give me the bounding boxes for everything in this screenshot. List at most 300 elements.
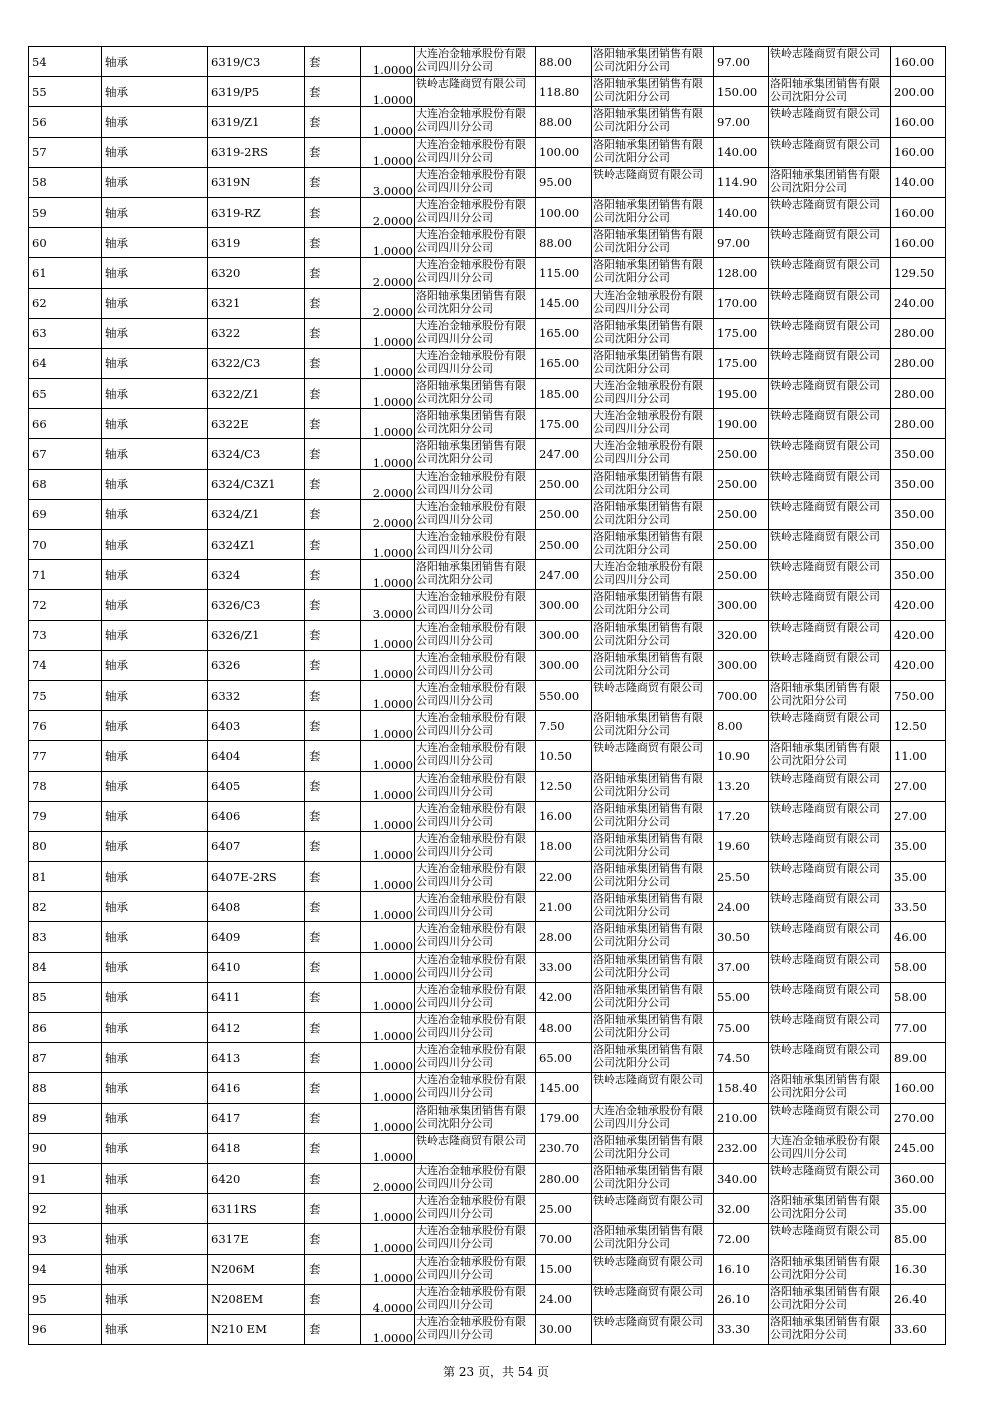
quantity: 1.0000 xyxy=(361,228,415,258)
table-row xyxy=(29,77,946,107)
table-row xyxy=(29,530,946,560)
supplier-2-name: 洛阳轴承集团销售有限公司沈阳分公司 xyxy=(592,952,714,982)
quantity: 1.0000 xyxy=(361,1073,415,1103)
model-number: 6322/C3 xyxy=(208,348,305,378)
row-number: 87 xyxy=(29,1043,102,1073)
quantity: 1.0000 xyxy=(361,1103,415,1133)
quantity: 1.0000 xyxy=(361,530,415,560)
supplier-2-name: 洛阳轴承集团销售有限公司沈阳分公司 xyxy=(592,801,714,831)
supplier-1-price: 16.00 xyxy=(536,801,592,831)
quantity: 1.0000 xyxy=(361,348,415,378)
row-number: 64 xyxy=(29,348,102,378)
table-row xyxy=(29,1043,946,1073)
quantity: 2.0000 xyxy=(361,499,415,529)
item-name: 轴承 xyxy=(102,288,208,318)
supplier-1-price: 250.00 xyxy=(536,499,592,529)
supplier-1-name: 洛阳轴承集团销售有限公司沈阳分公司 xyxy=(415,560,536,590)
supplier-2-price: 140.00 xyxy=(714,137,769,167)
supplier-2-price: 30.50 xyxy=(714,922,769,952)
supplier-3-name: 铁岭志隆商贸有限公司 xyxy=(769,711,891,741)
supplier-3-price: 35.00 xyxy=(891,862,946,892)
supplier-1-price: 247.00 xyxy=(536,560,592,590)
quantity: 1.0000 xyxy=(361,771,415,801)
row-number: 83 xyxy=(29,922,102,952)
quantity: 1.0000 xyxy=(361,318,415,348)
row-number: 84 xyxy=(29,952,102,982)
supplier-2-price: 17.20 xyxy=(714,801,769,831)
item-name: 轴承 xyxy=(102,499,208,529)
supplier-3-price: 200.00 xyxy=(891,77,946,107)
item-name: 轴承 xyxy=(102,1314,208,1344)
table-row xyxy=(29,1194,946,1224)
supplier-1-name: 大连冶金轴承股份有限公司四川分公司 xyxy=(415,892,536,922)
supplier-1-price: 118.80 xyxy=(536,77,592,107)
model-number: 6406 xyxy=(208,801,305,831)
quantity: 1.0000 xyxy=(361,560,415,590)
supplier-2-price: 140.00 xyxy=(714,197,769,227)
supplier-3-name: 铁岭志隆商贸有限公司 xyxy=(769,1163,891,1193)
supplier-1-price: 48.00 xyxy=(536,1013,592,1043)
unit: 套 xyxy=(305,499,361,529)
quantity: 1.0000 xyxy=(361,1314,415,1344)
row-number: 75 xyxy=(29,680,102,710)
supplier-2-price: 175.00 xyxy=(714,318,769,348)
model-number: N206M xyxy=(208,1254,305,1284)
supplier-1-price: 300.00 xyxy=(536,590,592,620)
unit: 套 xyxy=(305,318,361,348)
model-number: 6324 xyxy=(208,560,305,590)
supplier-1-name: 大连冶金轴承股份有限公司四川分公司 xyxy=(415,499,536,529)
model-number: 6311RS xyxy=(208,1194,305,1224)
supplier-1-name: 大连冶金轴承股份有限公司四川分公司 xyxy=(415,650,536,680)
row-number: 96 xyxy=(29,1314,102,1344)
supplier-1-price: 145.00 xyxy=(536,288,592,318)
table-row xyxy=(29,650,946,680)
supplier-3-price: 160.00 xyxy=(891,47,946,77)
item-name: 轴承 xyxy=(102,379,208,409)
quantity: 1.0000 xyxy=(361,77,415,107)
table-row xyxy=(29,680,946,710)
supplier-3-price: 420.00 xyxy=(891,650,946,680)
quantity: 1.0000 xyxy=(361,47,415,77)
unit: 套 xyxy=(305,620,361,650)
row-number: 82 xyxy=(29,892,102,922)
supplier-3-price: 35.00 xyxy=(891,831,946,861)
row-number: 92 xyxy=(29,1194,102,1224)
model-number: 6332 xyxy=(208,680,305,710)
quantity: 1.0000 xyxy=(361,741,415,771)
supplier-1-name: 大连冶金轴承股份有限公司四川分公司 xyxy=(415,137,536,167)
table-row xyxy=(29,288,946,318)
supplier-2-name: 洛阳轴承集团销售有限公司沈阳分公司 xyxy=(592,469,714,499)
supplier-2-price: 97.00 xyxy=(714,47,769,77)
row-number: 74 xyxy=(29,650,102,680)
item-name: 轴承 xyxy=(102,1194,208,1224)
supplier-3-name: 洛阳轴承集团销售有限公司沈阳分公司 xyxy=(769,1284,891,1314)
table-row xyxy=(29,952,946,982)
model-number: 6322/Z1 xyxy=(208,379,305,409)
supplier-3-name: 铁岭志隆商贸有限公司 xyxy=(769,590,891,620)
quantity: 4.0000 xyxy=(361,1284,415,1314)
table-row xyxy=(29,107,946,137)
supplier-3-price: 350.00 xyxy=(891,469,946,499)
table-row xyxy=(29,1224,946,1254)
table-row xyxy=(29,620,946,650)
supplier-1-name: 大连冶金轴承股份有限公司四川分公司 xyxy=(415,47,536,77)
supplier-1-name: 大连冶金轴承股份有限公司四川分公司 xyxy=(415,741,536,771)
item-name: 轴承 xyxy=(102,771,208,801)
supplier-1-price: 250.00 xyxy=(536,530,592,560)
model-number: 6403 xyxy=(208,711,305,741)
supplier-3-name: 铁岭志隆商贸有限公司 xyxy=(769,530,891,560)
supplier-2-price: 232.00 xyxy=(714,1133,769,1163)
unit: 套 xyxy=(305,590,361,620)
supplier-2-name: 铁岭志隆商贸有限公司 xyxy=(592,680,714,710)
table-row xyxy=(29,560,946,590)
supplier-2-name: 洛阳轴承集团销售有限公司沈阳分公司 xyxy=(592,771,714,801)
supplier-2-price: 340.00 xyxy=(714,1163,769,1193)
supplier-2-price: 97.00 xyxy=(714,107,769,137)
quantity: 1.0000 xyxy=(361,107,415,137)
supplier-3-price: 280.00 xyxy=(891,409,946,439)
supplier-1-name: 大连冶金轴承股份有限公司四川分公司 xyxy=(415,620,536,650)
supplier-3-price: 420.00 xyxy=(891,590,946,620)
quantity: 1.0000 xyxy=(361,409,415,439)
unit: 套 xyxy=(305,1224,361,1254)
supplier-2-price: 74.50 xyxy=(714,1043,769,1073)
supplier-2-name: 铁岭志隆商贸有限公司 xyxy=(592,741,714,771)
quote-table-body xyxy=(29,47,946,1345)
quantity: 1.0000 xyxy=(361,1224,415,1254)
unit: 套 xyxy=(305,1163,361,1193)
model-number: 6321 xyxy=(208,288,305,318)
supplier-3-price: 58.00 xyxy=(891,982,946,1012)
supplier-2-price: 195.00 xyxy=(714,379,769,409)
supplier-2-name: 洛阳轴承集团销售有限公司沈阳分公司 xyxy=(592,348,714,378)
quantity: 2.0000 xyxy=(361,288,415,318)
quantity: 1.0000 xyxy=(361,1133,415,1163)
supplier-2-name: 洛阳轴承集团销售有限公司沈阳分公司 xyxy=(592,47,714,77)
model-number: N208EM xyxy=(208,1284,305,1314)
row-number: 93 xyxy=(29,1224,102,1254)
supplier-2-price: 170.00 xyxy=(714,288,769,318)
supplier-3-name: 洛阳轴承集团销售有限公司沈阳分公司 xyxy=(769,1194,891,1224)
row-number: 70 xyxy=(29,530,102,560)
supplier-3-price: 140.00 xyxy=(891,167,946,197)
unit: 套 xyxy=(305,167,361,197)
supplier-2-name: 大连冶金轴承股份有限公司四川分公司 xyxy=(592,1103,714,1133)
item-name: 轴承 xyxy=(102,1073,208,1103)
model-number: 6412 xyxy=(208,1013,305,1043)
unit: 套 xyxy=(305,922,361,952)
supplier-1-name: 大连冶金轴承股份有限公司四川分公司 xyxy=(415,831,536,861)
model-number: 6324/C3Z1 xyxy=(208,469,305,499)
supplier-2-name: 洛阳轴承集团销售有限公司沈阳分公司 xyxy=(592,499,714,529)
item-name: 轴承 xyxy=(102,922,208,952)
unit: 套 xyxy=(305,680,361,710)
supplier-1-price: 7.50 xyxy=(536,711,592,741)
supplier-2-price: 55.00 xyxy=(714,982,769,1012)
model-number: N210 EM xyxy=(208,1314,305,1344)
supplier-2-name: 大连冶金轴承股份有限公司四川分公司 xyxy=(592,409,714,439)
supplier-1-price: 247.00 xyxy=(536,439,592,469)
supplier-1-price: 65.00 xyxy=(536,1043,592,1073)
item-name: 轴承 xyxy=(102,1043,208,1073)
supplier-3-name: 铁岭志隆商贸有限公司 xyxy=(769,892,891,922)
table-row xyxy=(29,1013,946,1043)
quantity: 2.0000 xyxy=(361,1163,415,1193)
quantity: 1.0000 xyxy=(361,952,415,982)
unit: 套 xyxy=(305,560,361,590)
supplier-3-name: 铁岭志隆商贸有限公司 xyxy=(769,1224,891,1254)
item-name: 轴承 xyxy=(102,892,208,922)
supplier-1-price: 115.00 xyxy=(536,258,592,288)
unit: 套 xyxy=(305,1073,361,1103)
unit: 套 xyxy=(305,77,361,107)
supplier-3-name: 大连冶金轴承股份有限公司四川分公司 xyxy=(769,1133,891,1163)
supplier-2-price: 26.10 xyxy=(714,1284,769,1314)
supplier-3-name: 铁岭志隆商贸有限公司 xyxy=(769,560,891,590)
unit: 套 xyxy=(305,771,361,801)
supplier-1-price: 145.00 xyxy=(536,1073,592,1103)
supplier-2-price: 300.00 xyxy=(714,590,769,620)
quantity: 3.0000 xyxy=(361,590,415,620)
supplier-1-name: 洛阳轴承集团销售有限公司沈阳分公司 xyxy=(415,409,536,439)
supplier-1-name: 铁岭志隆商贸有限公司 xyxy=(415,1133,536,1163)
table-row xyxy=(29,348,946,378)
row-number: 88 xyxy=(29,1073,102,1103)
supplier-2-price: 250.00 xyxy=(714,499,769,529)
row-number: 80 xyxy=(29,831,102,861)
supplier-3-name: 铁岭志隆商贸有限公司 xyxy=(769,258,891,288)
supplier-3-name: 铁岭志隆商贸有限公司 xyxy=(769,922,891,952)
item-name: 轴承 xyxy=(102,620,208,650)
quantity: 1.0000 xyxy=(361,1043,415,1073)
quantity: 1.0000 xyxy=(361,650,415,680)
row-number: 86 xyxy=(29,1013,102,1043)
supplier-3-name: 铁岭志隆商贸有限公司 xyxy=(769,1043,891,1073)
quantity: 1.0000 xyxy=(361,137,415,167)
supplier-1-price: 88.00 xyxy=(536,228,592,258)
table-row xyxy=(29,167,946,197)
supplier-1-price: 10.50 xyxy=(536,741,592,771)
supplier-3-price: 420.00 xyxy=(891,620,946,650)
supplier-1-name: 大连冶金轴承股份有限公司四川分公司 xyxy=(415,1224,536,1254)
supplier-2-name: 洛阳轴承集团销售有限公司沈阳分公司 xyxy=(592,1043,714,1073)
supplier-3-name: 铁岭志隆商贸有限公司 xyxy=(769,1103,891,1133)
item-name: 轴承 xyxy=(102,952,208,982)
supplier-2-price: 250.00 xyxy=(714,530,769,560)
unit: 套 xyxy=(305,409,361,439)
item-name: 轴承 xyxy=(102,197,208,227)
quantity: 2.0000 xyxy=(361,469,415,499)
unit: 套 xyxy=(305,439,361,469)
supplier-3-price: 27.00 xyxy=(891,771,946,801)
supplier-3-price: 280.00 xyxy=(891,379,946,409)
row-number: 95 xyxy=(29,1284,102,1314)
supplier-1-price: 25.00 xyxy=(536,1194,592,1224)
table-row xyxy=(29,318,946,348)
supplier-3-name: 铁岭志隆商贸有限公司 xyxy=(769,499,891,529)
unit: 套 xyxy=(305,288,361,318)
quantity: 1.0000 xyxy=(361,379,415,409)
supplier-2-name: 洛阳轴承集团销售有限公司沈阳分公司 xyxy=(592,77,714,107)
supplier-1-name: 大连冶金轴承股份有限公司四川分公司 xyxy=(415,680,536,710)
page-footer: 第 23 页，共 54 页 xyxy=(443,1365,549,1379)
item-name: 轴承 xyxy=(102,1163,208,1193)
table-row xyxy=(29,771,946,801)
table-row xyxy=(29,1133,946,1163)
supplier-3-price: 77.00 xyxy=(891,1013,946,1043)
row-number: 71 xyxy=(29,560,102,590)
supplier-3-price: 85.00 xyxy=(891,1224,946,1254)
item-name: 轴承 xyxy=(102,711,208,741)
model-number: 6319N xyxy=(208,167,305,197)
supplier-3-name: 铁岭志隆商贸有限公司 xyxy=(769,862,891,892)
quantity: 1.0000 xyxy=(361,1013,415,1043)
supplier-1-price: 28.00 xyxy=(536,922,592,952)
item-name: 轴承 xyxy=(102,1254,208,1284)
item-name: 轴承 xyxy=(102,348,208,378)
quote-table xyxy=(28,46,946,1345)
supplier-2-price: 250.00 xyxy=(714,560,769,590)
supplier-3-price: 27.00 xyxy=(891,801,946,831)
supplier-2-price: 25.50 xyxy=(714,862,769,892)
supplier-3-name: 铁岭志隆商贸有限公司 xyxy=(769,952,891,982)
supplier-2-price: 75.00 xyxy=(714,1013,769,1043)
model-number: 6326 xyxy=(208,650,305,680)
supplier-1-price: 300.00 xyxy=(536,650,592,680)
item-name: 轴承 xyxy=(102,590,208,620)
row-number: 57 xyxy=(29,137,102,167)
model-number: 6319/Z1 xyxy=(208,107,305,137)
supplier-2-price: 37.00 xyxy=(714,952,769,982)
supplier-2-price: 250.00 xyxy=(714,469,769,499)
unit: 套 xyxy=(305,1284,361,1314)
supplier-1-name: 大连冶金轴承股份有限公司四川分公司 xyxy=(415,1013,536,1043)
row-number: 89 xyxy=(29,1103,102,1133)
supplier-1-price: 165.00 xyxy=(536,348,592,378)
item-name: 轴承 xyxy=(102,167,208,197)
quantity: 1.0000 xyxy=(361,922,415,952)
supplier-1-name: 大连冶金轴承股份有限公司四川分公司 xyxy=(415,862,536,892)
model-number: 6324Z1 xyxy=(208,530,305,560)
supplier-3-price: 89.00 xyxy=(891,1043,946,1073)
supplier-3-price: 280.00 xyxy=(891,348,946,378)
supplier-1-price: 88.00 xyxy=(536,107,592,137)
supplier-2-name: 洛阳轴承集团销售有限公司沈阳分公司 xyxy=(592,590,714,620)
supplier-2-price: 33.30 xyxy=(714,1314,769,1344)
supplier-3-name: 洛阳轴承集团销售有限公司沈阳分公司 xyxy=(769,680,891,710)
item-name: 轴承 xyxy=(102,801,208,831)
supplier-3-name: 铁岭志隆商贸有限公司 xyxy=(769,771,891,801)
item-name: 轴承 xyxy=(102,680,208,710)
supplier-1-price: 179.00 xyxy=(536,1103,592,1133)
supplier-3-price: 33.50 xyxy=(891,892,946,922)
quantity: 1.0000 xyxy=(361,801,415,831)
supplier-3-name: 铁岭志隆商贸有限公司 xyxy=(769,1013,891,1043)
supplier-1-name: 大连冶金轴承股份有限公司四川分公司 xyxy=(415,197,536,227)
model-number: 6317E xyxy=(208,1224,305,1254)
quantity: 1.0000 xyxy=(361,892,415,922)
table-row xyxy=(29,258,946,288)
unit: 套 xyxy=(305,1194,361,1224)
supplier-2-name: 洛阳轴承集团销售有限公司沈阳分公司 xyxy=(592,892,714,922)
supplier-2-price: 150.00 xyxy=(714,77,769,107)
item-name: 轴承 xyxy=(102,560,208,590)
model-number: 6407E-2RS xyxy=(208,862,305,892)
model-number: 6326/Z1 xyxy=(208,620,305,650)
row-number: 73 xyxy=(29,620,102,650)
unit: 套 xyxy=(305,530,361,560)
item-name: 轴承 xyxy=(102,47,208,77)
supplier-3-name: 铁岭志隆商贸有限公司 xyxy=(769,379,891,409)
supplier-1-price: 70.00 xyxy=(536,1224,592,1254)
supplier-3-price: 360.00 xyxy=(891,1163,946,1193)
supplier-3-name: 铁岭志隆商贸有限公司 xyxy=(769,107,891,137)
quantity: 1.0000 xyxy=(361,1254,415,1284)
model-number: 6413 xyxy=(208,1043,305,1073)
supplier-1-name: 大连冶金轴承股份有限公司四川分公司 xyxy=(415,1314,536,1344)
supplier-1-name: 大连冶金轴承股份有限公司四川分公司 xyxy=(415,1194,536,1224)
supplier-3-name: 铁岭志隆商贸有限公司 xyxy=(769,620,891,650)
supplier-3-name: 铁岭志隆商贸有限公司 xyxy=(769,439,891,469)
table-row xyxy=(29,409,946,439)
supplier-3-name: 铁岭志隆商贸有限公司 xyxy=(769,197,891,227)
supplier-3-price: 58.00 xyxy=(891,952,946,982)
unit: 套 xyxy=(305,47,361,77)
supplier-2-name: 洛阳轴承集团销售有限公司沈阳分公司 xyxy=(592,1224,714,1254)
table-row xyxy=(29,1254,946,1284)
supplier-1-name: 大连冶金轴承股份有限公司四川分公司 xyxy=(415,711,536,741)
supplier-2-name: 洛阳轴承集团销售有限公司沈阳分公司 xyxy=(592,258,714,288)
row-number: 65 xyxy=(29,379,102,409)
supplier-1-price: 15.00 xyxy=(536,1254,592,1284)
supplier-1-name: 洛阳轴承集团销售有限公司沈阳分公司 xyxy=(415,379,536,409)
supplier-1-price: 24.00 xyxy=(536,1284,592,1314)
supplier-2-name: 大连冶金轴承股份有限公司四川分公司 xyxy=(592,379,714,409)
supplier-3-name: 铁岭志隆商贸有限公司 xyxy=(769,801,891,831)
supplier-2-price: 128.00 xyxy=(714,258,769,288)
supplier-3-name: 铁岭志隆商贸有限公司 xyxy=(769,228,891,258)
supplier-2-price: 210.00 xyxy=(714,1103,769,1133)
unit: 套 xyxy=(305,801,361,831)
supplier-3-name: 铁岭志隆商贸有限公司 xyxy=(769,469,891,499)
row-number: 55 xyxy=(29,77,102,107)
row-number: 76 xyxy=(29,711,102,741)
supplier-3-name: 洛阳轴承集团销售有限公司沈阳分公司 xyxy=(769,167,891,197)
supplier-2-price: 24.00 xyxy=(714,892,769,922)
supplier-2-name: 洛阳轴承集团销售有限公司沈阳分公司 xyxy=(592,862,714,892)
quantity: 1.0000 xyxy=(361,862,415,892)
row-number: 56 xyxy=(29,107,102,137)
supplier-3-name: 洛阳轴承集团销售有限公司沈阳分公司 xyxy=(769,1314,891,1344)
table-row xyxy=(29,1284,946,1314)
item-name: 轴承 xyxy=(102,1224,208,1254)
supplier-2-name: 洛阳轴承集团销售有限公司沈阳分公司 xyxy=(592,922,714,952)
supplier-3-price: 350.00 xyxy=(891,560,946,590)
supplier-1-price: 12.50 xyxy=(536,771,592,801)
table-row xyxy=(29,831,946,861)
supplier-3-price: 26.40 xyxy=(891,1284,946,1314)
item-name: 轴承 xyxy=(102,650,208,680)
supplier-3-price: 270.00 xyxy=(891,1103,946,1133)
supplier-3-name: 铁岭志隆商贸有限公司 xyxy=(769,650,891,680)
supplier-3-price: 160.00 xyxy=(891,228,946,258)
model-number: 6324/Z1 xyxy=(208,499,305,529)
table-row xyxy=(29,1314,946,1344)
supplier-3-price: 35.00 xyxy=(891,1194,946,1224)
